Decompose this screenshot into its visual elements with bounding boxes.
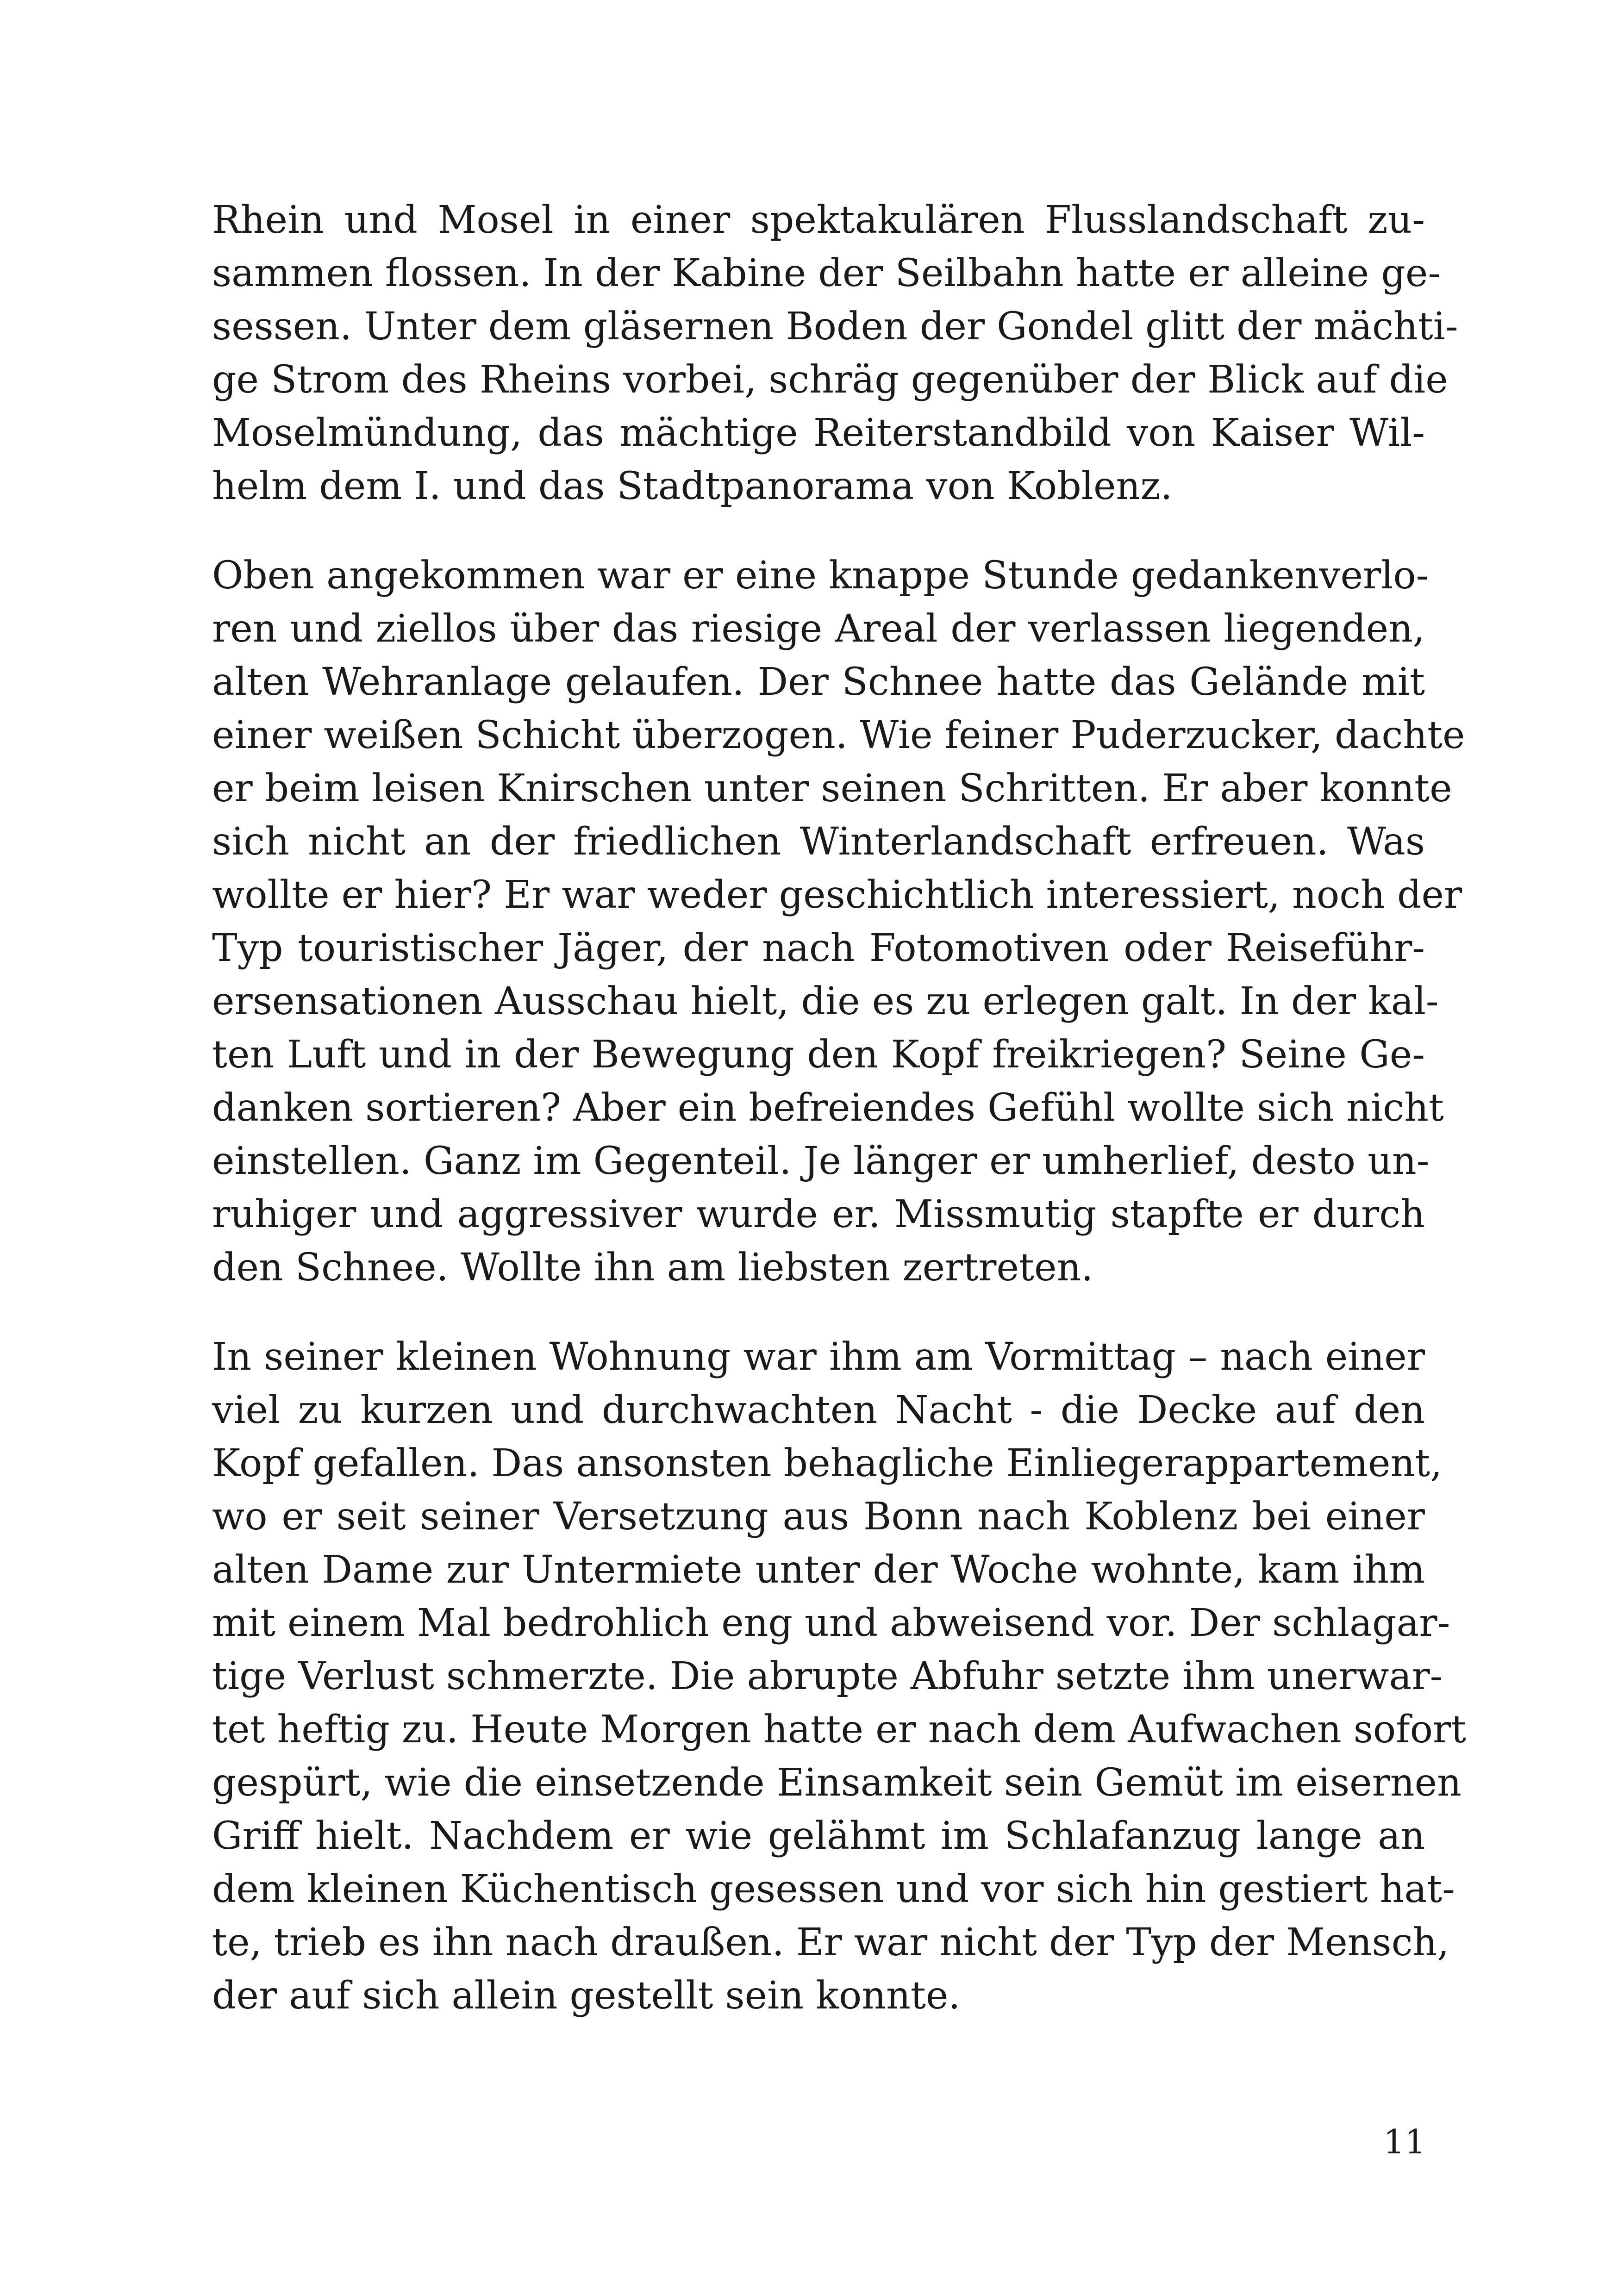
text-line: Oben angekommen war er eine knappe Stunde gedankenverlo-: [212, 554, 1429, 598]
text-line: den Schnee. Wollte ihn am liebsten zertreten.: [212, 1246, 1093, 1290]
text-line: einstellen. Ganz im Gegenteil. Je länger er umherlief, desto un-: [212, 1139, 1430, 1183]
text-line: In seiner kleinen Wohnung war ihm am Vormittag – nach einer: [212, 1335, 1425, 1379]
paragraph: [212, 1330, 1467, 2022]
text-line: wollte er hier? Er war weder geschichtlich interessiert, noch der: [212, 873, 1462, 917]
text-line: gespürt, wie die einsetzende Einsamkeit sein Gemüt im eisernen: [212, 1761, 1462, 1805]
text-line: tige Verlust schmerzte. Die abrupte Abfuhr setzte ihm unerwar-: [212, 1654, 1443, 1698]
text-line: danken sortieren? Aber ein befreiendes Gefühl wollte sich nicht: [212, 1086, 1444, 1130]
text-line: alten Dame zur Untermiete unter der Woche wohnte, kam ihm: [212, 1548, 1425, 1592]
text-line: Griff hielt. Nachdem er wie gelähmt im Schlafanzug lange an: [212, 1814, 1425, 1858]
text-line: einer weißen Schicht überzogen. Wie feiner Puderzucker, dachte: [212, 713, 1465, 757]
text-line: ge Strom des Rheins vorbei, schräg gegenüber der Blick auf die: [212, 358, 1448, 402]
text-line: wo er seit seiner Versetzung aus Bonn nach Koblenz bei einer: [212, 1495, 1425, 1539]
text-line: viel zu kurzen und durchwachten Nacht - die Decke auf den: [212, 1388, 1425, 1432]
body-text: [212, 193, 1467, 2058]
text-line: dem kleinen Küchentisch gesessen und vor sich hin gestiert hat-: [212, 1867, 1455, 1911]
text-line: mit einem Mal bedrohlich eng und abweisend vor. Der schlagar-: [212, 1601, 1450, 1645]
text-line: Moselmündung, das mächtige Reiterstandbild von Kaiser Wil-: [212, 411, 1425, 455]
text-line: sessen. Unter dem gläsernen Boden der Gondel glitt der mächti-: [212, 305, 1458, 349]
text-line: ten Luft und in der Bewegung den Kopf freikriegen? Seine Ge-: [212, 1033, 1425, 1077]
text-line: ren und ziellos über das riesige Areal der verlassen liegenden,: [212, 607, 1425, 651]
text-line: sich nicht an der friedlichen Winterlandschaft erfreuen. Was: [212, 820, 1425, 864]
text-line: Typ touristischer Jäger, der nach Fotomotiven oder Reiseführ-: [212, 926, 1425, 970]
text-line: ruhiger und aggressiver wurde er. Missmutig stapfte er durch: [212, 1192, 1425, 1236]
page-number: 11: [1383, 2122, 1426, 2161]
text-line: ersensationen Ausschau hielt, die es zu erlegen galt. In der kal-: [212, 979, 1439, 1023]
text-line: sammen flossen. In der Kabine der Seilbahn hatte er alleine ge-: [212, 251, 1441, 295]
paragraph: [212, 193, 1458, 513]
text-line: Rhein und Mosel in einer spektakulären Flusslandschaft zu-: [212, 198, 1425, 242]
text-line: helm dem I. und das Stadtpanorama von Koblenz.: [212, 464, 1173, 508]
text-line: er beim leisen Knirschen unter seinen Schritten. Er aber konnte: [212, 767, 1452, 811]
paragraph: [212, 549, 1465, 1294]
text-line: der auf sich allein gestellt sein konnte.: [212, 1974, 961, 2018]
text-line: alten Wehranlage gelaufen. Der Schnee hatte das Gelände mit: [212, 660, 1425, 704]
text-line: te, trieb es ihn nach draußen. Er war nicht der Typ der Mensch,: [212, 1921, 1449, 1964]
text-line: Kopf gefallen. Das ansonsten behagliche Einliegerappartement,: [212, 1441, 1443, 1485]
text-line: tet heftig zu. Heute Morgen hatte er nach dem Aufwachen sofort: [212, 1708, 1467, 1752]
